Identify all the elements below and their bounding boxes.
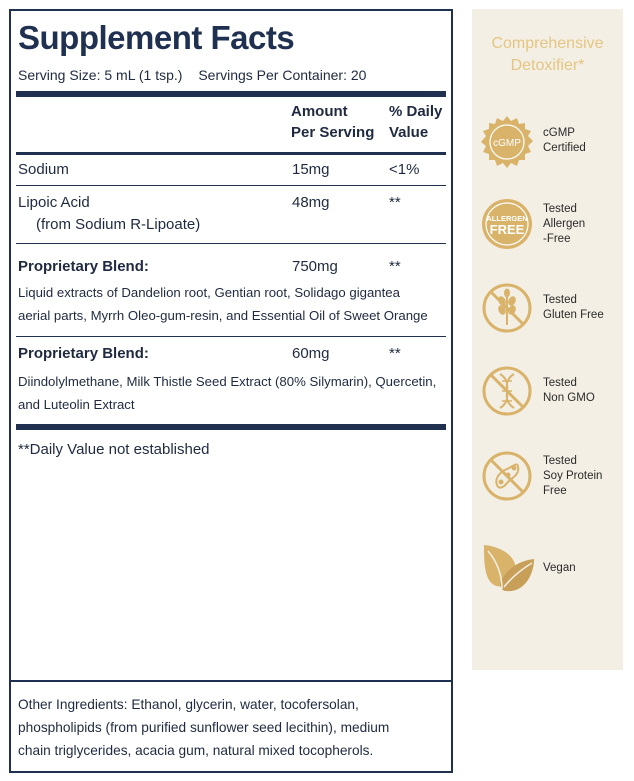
vegan-leaf-icon (480, 539, 536, 597)
serving-info (18, 67, 366, 83)
non-gmo-icon (480, 364, 534, 418)
other-ingredients: Other Ingredients: Ethanol, glycerin, water, tocofersolan, phospholipids (from purified sunflower seed lecithin), medium chain triglycerides, acacia gum, natural mixed tocopherols. (18, 697, 390, 758)
badge-allergen-free: ALLERGEN FREE Tested Allergen -Free (480, 197, 621, 257)
blend-2-description: Diindolylmethane, Milk Thistle Seed Extract (80% Silymarin), Quercetin, and Luteolin Extract (18, 374, 437, 412)
servings-per-container: Servings Per Container: 20 (198, 67, 367, 83)
svg-text:FREE: FREE (489, 222, 525, 237)
serving-size: Serving Size: 5 mL (1 tsp.) (18, 67, 183, 83)
soy-free-icon (480, 449, 534, 503)
other-ingredients-divider (11, 680, 451, 682)
svg-text:ALLERGEN: ALLERGEN (486, 214, 528, 223)
svg-text:cGMP: cGMP (493, 138, 521, 149)
blend-1-description: Liquid extracts of Dandelion root, Gentian root, Solidago gigantea aerial parts, Myrrh Oleo-gum-resin, and Essential Oil of Sweet Orange (18, 285, 428, 323)
badge-vegan: Vegan (480, 539, 621, 599)
certification-sidebar (472, 9, 623, 670)
cgmp-seal-icon (480, 115, 534, 169)
badge-non-gmo: Tested Non GMO (480, 364, 621, 424)
gluten-free-icon (480, 281, 534, 335)
supplement-facts-panel: Supplement Facts Serving Size: 5 mL (1 tsp.) Servings Per Container: 20 Amount Per Serving % Daily Value Sodium 15mg <1% Lipoic Acid (from Sodium R-Lipoate) 48mg ** Proprietary Blend: 750mg ** Liquid extracts of Dandelion root, Gentian root, Solidago gigantea aerial parts, Myrrh Oleo-gum-resin, and Essential Oil of Sweet Orange Proprietary Blend: 60mg ** Diindolylmethane, Milk Thistle Seed Extract (80% Silymarin), Quercetin, and Luteolin Extract **Daily Value not established Other Ingredients: Ethanol, glycerin, water, tocofersolan, phospholipids (from purified sunflower seed lecithin), medium chain triglycerides, acacia gum, natural mixed tocopherols. (9, 9, 453, 773)
allergen-free-icon (480, 197, 534, 251)
row-divider (16, 243, 446, 244)
header-divider (16, 152, 446, 155)
row-divider (16, 185, 446, 186)
amount-header: Amount Per Serving (291, 103, 375, 141)
daily-value-header: % Daily Value (389, 103, 443, 141)
badge-cgmp: cGMP cGMP Certified (480, 115, 621, 175)
thick-divider (16, 91, 446, 97)
badge-soy-protein-free: Tested Soy Protein Free (480, 449, 621, 509)
sidebar-title: Comprehensive Detoxifier* (491, 35, 604, 74)
label-title: Supplement Facts (18, 19, 295, 56)
row-divider (16, 336, 446, 337)
badge-gluten-free: Tested Gluten Free (480, 281, 621, 341)
thick-divider (16, 424, 446, 430)
daily-value-footnote: **Daily Value not established (18, 441, 210, 458)
